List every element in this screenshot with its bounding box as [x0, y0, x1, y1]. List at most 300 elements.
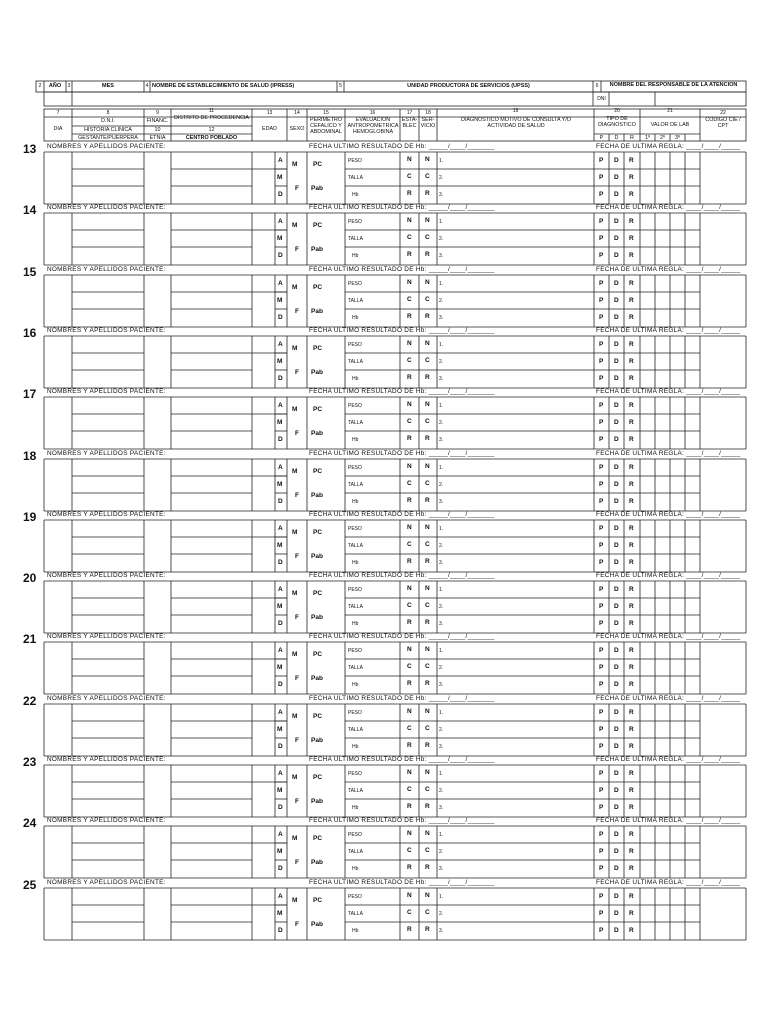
dx-line-3: 3.: [439, 743, 444, 750]
peso-label: PESO: [348, 403, 362, 410]
dx-line-2: 2.: [439, 420, 444, 427]
servicio-r-mark: R: [425, 190, 430, 197]
peso-label: PESO: [348, 893, 362, 900]
tipo-p-mark-2: P: [599, 419, 604, 427]
servicio-c-mark: C: [425, 234, 430, 242]
talla-label: TALLA: [348, 481, 363, 488]
talla-label: TALLA: [348, 604, 363, 611]
tipo-r-mark-2: R: [629, 296, 634, 304]
tipo-d-mark-2: D: [614, 235, 619, 243]
edad-a-mark: A: [278, 157, 283, 164]
estab-n-mark: N: [407, 462, 412, 470]
servicio-n-mark: N: [425, 339, 430, 347]
patient-record: [0, 572, 768, 634]
record-number: 20: [23, 571, 37, 586]
tipo-d-mark-3: D: [614, 620, 619, 628]
perimetro-pab-mark: Pab: [311, 859, 323, 867]
codigo-header: CODIGO CIE / CPT: [705, 117, 741, 129]
estab-r-mark: R: [407, 312, 412, 320]
sexo-f-mark: F: [295, 736, 299, 744]
edad-a-mark: A: [278, 647, 283, 655]
field-number-5: 5: [339, 83, 342, 89]
edad-m-mark: M: [277, 848, 283, 856]
last-period-date-label: FECHA DE ULTIMA REGLA: ____/____/_____: [596, 449, 741, 457]
patient-name-label: NOMBRES Y APELLIDOS PACIENTE:: [47, 817, 166, 825]
edad-a-mark: A: [278, 279, 283, 287]
peso-label: PESO: [348, 341, 362, 348]
sexo-f-mark: F: [295, 614, 299, 622]
estab-n-mark: N: [407, 891, 412, 899]
dx-line-1: 1.: [439, 648, 444, 655]
perimetro-pab-mark: Pab: [311, 675, 323, 683]
tipo-p-mark: P: [599, 218, 604, 226]
perimetro-pab-mark: Pab: [311, 920, 323, 928]
record-grid-lines: [0, 143, 768, 205]
servicio-c-mark: C: [425, 418, 430, 426]
tipo-d-mark-2: D: [614, 603, 619, 611]
talla-label: TALLA: [348, 849, 363, 856]
edad-a-mark: A: [278, 340, 283, 348]
estab-c-mark: C: [407, 234, 412, 242]
last-hb-date-label: FECHA ULTIMO RESULTADO DE Hb: _____/____/_______: [309, 572, 495, 580]
servicio-n-mark: N: [425, 769, 430, 776]
tipo-p-mark-3: P: [599, 926, 604, 934]
col-number-15: 15: [323, 110, 329, 116]
tipo-p-mark-2: P: [599, 541, 604, 549]
servicio-r-mark: R: [425, 373, 430, 381]
tipo-p-mark-2: P: [599, 357, 604, 365]
tipo-r-mark: R: [629, 647, 634, 655]
record-number: 24: [23, 816, 37, 831]
sexo-f-mark: F: [295, 491, 299, 499]
talla-label: TALLA: [348, 910, 363, 917]
col-number-16: 16: [369, 110, 376, 116]
edad-d-mark: D: [278, 681, 283, 689]
dx-line-2: 2.: [439, 726, 444, 733]
dx-line-1: 1.: [439, 893, 444, 900]
tipo-p-mark-3: P: [599, 620, 604, 628]
peso-label: PESO: [348, 648, 362, 655]
estab-r-mark: R: [407, 803, 412, 810]
talla-label: TALLA: [348, 665, 363, 672]
servicio-c-mark: C: [425, 786, 430, 793]
tipo-d-mark-3: D: [614, 374, 619, 382]
servicio-n-mark: N: [425, 523, 430, 531]
tipo-r-mark-3: R: [629, 742, 634, 750]
estab-n-mark: N: [407, 707, 412, 715]
dx-line-3: 3.: [439, 314, 444, 321]
tipo-p-mark-2: P: [599, 725, 604, 733]
tipo-d-mark: D: [614, 892, 619, 900]
patient-name-label: NOMBRES Y APELLIDOS PACIENTE:: [47, 265, 166, 273]
estab-n-mark: N: [407, 278, 412, 286]
sexo-f-mark: F: [295, 920, 299, 928]
edad-m-mark: M: [277, 603, 283, 611]
perimetro-pc-mark: PC: [313, 835, 323, 843]
col-number-21: 21: [667, 108, 673, 114]
servicio-r-mark: R: [425, 803, 430, 810]
servicio-n-mark: N: [425, 646, 430, 654]
dx-line-2: 2.: [439, 910, 444, 917]
estab-r-mark: R: [407, 373, 412, 381]
dx-line-2: 2.: [439, 788, 444, 794]
tipo-p-mark-2: P: [599, 664, 604, 672]
estab-c-mark: C: [407, 356, 412, 364]
tipo-r-mark: R: [629, 892, 634, 900]
estab-r-mark: R: [407, 925, 412, 933]
record-number: 19: [23, 509, 37, 524]
perimetro-pab-mark: Pab: [311, 736, 323, 744]
lab-2-header: 2º: [660, 135, 665, 141]
patient-record: [0, 388, 768, 450]
patient-record: [0, 633, 768, 695]
servicio-c-mark: C: [425, 173, 430, 180]
record-grid-lines: [0, 695, 768, 757]
dx-line-1: 1.: [439, 709, 444, 716]
record-grid-lines: [0, 204, 768, 266]
estab-c-mark: C: [407, 786, 412, 793]
tipo-d-mark-2: D: [614, 174, 619, 181]
dx-line-3: 3.: [439, 805, 444, 811]
talla-label: TALLA: [348, 175, 363, 181]
dx-line-3: 3.: [439, 437, 444, 444]
dx-line-2: 2.: [439, 297, 444, 304]
patient-record: [0, 695, 768, 757]
last-hb-date-label: FECHA ULTIMO RESULTADO DE Hb: _____/____/_______: [309, 756, 495, 763]
distrito-header: DISTRITO DE PROCEDENCIA: [173, 115, 250, 121]
sexo-m-mark: M: [292, 835, 298, 843]
record-grid-lines: [0, 266, 768, 328]
talla-label: TALLA: [348, 236, 363, 243]
tipo-d-mark: D: [614, 770, 619, 777]
servicio-n-mark: N: [425, 585, 430, 593]
tipo-d-mark-3: D: [614, 558, 619, 566]
col-number-20: 20: [614, 108, 620, 114]
edad-m-mark: M: [277, 357, 283, 365]
tipo-r-mark: R: [629, 770, 634, 777]
patient-name-label: NOMBRES Y APELLIDOS PACIENTE:: [47, 510, 166, 518]
perimetro-pab-mark: Pab: [311, 430, 323, 438]
edad-a-mark: A: [278, 586, 283, 594]
estab-c-mark: C: [407, 173, 412, 180]
sexo-f-mark: F: [295, 430, 299, 438]
edad-m-mark: M: [277, 541, 283, 549]
estab-c-mark: C: [407, 418, 412, 426]
sexo-m-mark: M: [292, 590, 298, 598]
tipo-r-mark: R: [629, 402, 634, 410]
estab-c-mark: C: [407, 847, 412, 855]
tipo-r-mark: R: [629, 708, 634, 716]
last-hb-date-label: FECHA ULTIMO RESULTADO DE Hb: _____/____/_______: [309, 633, 495, 641]
tipo-p-mark-3: P: [599, 804, 604, 811]
record-number: 14: [23, 203, 37, 218]
dx-line-3: 3.: [439, 927, 444, 934]
tipo-d-mark: D: [614, 463, 619, 471]
tipo-r-mark-2: R: [629, 541, 634, 549]
edad-d-mark: D: [278, 374, 283, 382]
tipo-p-mark-2: P: [599, 480, 604, 488]
col-number-17: 17: [406, 110, 413, 116]
sexo-f-mark: F: [295, 307, 299, 315]
edad-d-mark: D: [278, 742, 283, 750]
tipo-p-mark: P: [599, 770, 604, 777]
tipo-r-mark-2: R: [629, 909, 634, 917]
tipo-d-mark-2: D: [614, 787, 619, 794]
estab-r-mark: R: [407, 251, 412, 259]
hb-label: Hb: [352, 743, 359, 750]
dx-line-1: 1.: [439, 587, 444, 594]
last-hb-date-label: FECHA ULTIMO RESULTADO DE Hb: _____/____/_______: [309, 143, 495, 150]
tipo-r-mark-3: R: [629, 252, 634, 260]
col-number-18: 18: [425, 110, 431, 116]
servicio-r-mark: R: [425, 741, 430, 749]
diagnostico-header: DIAGNOSTICO MOTIVO DE CONSULTA Y/O ACTIVIDAD DE SALUD: [461, 117, 571, 129]
tipo-r-mark-2: R: [629, 664, 634, 672]
tipo-r-mark-3: R: [629, 804, 634, 811]
tipo-d-mark-2: D: [614, 725, 619, 733]
record-number: 21: [23, 632, 37, 647]
tipo-d-mark: D: [614, 647, 619, 655]
tipo-d-mark: D: [614, 402, 619, 410]
dx-line-2: 2.: [439, 175, 444, 181]
tipo-d-mark-3: D: [614, 497, 619, 505]
servicio-c-mark: C: [425, 908, 430, 916]
edad-a-mark: A: [278, 770, 283, 777]
edad-m-mark: M: [277, 174, 283, 181]
estab-n-mark: N: [407, 217, 412, 225]
tipo-d-mark: D: [614, 340, 619, 348]
talla-label: TALLA: [348, 297, 363, 304]
edad-a-mark: A: [278, 892, 283, 900]
servicio-c-mark: C: [425, 724, 430, 732]
servicio-n-mark: N: [425, 462, 430, 470]
estab-r-mark: R: [407, 435, 412, 443]
tipo-p-mark-3: P: [599, 313, 604, 321]
tipo-d-mark: D: [614, 586, 619, 594]
patient-record: [0, 450, 768, 512]
estab-n-mark: N: [407, 769, 412, 776]
estab-n-mark: N: [407, 523, 412, 531]
servicio-r-mark: R: [425, 557, 430, 565]
tipo-d-mark: D: [614, 524, 619, 532]
sexo-f-mark: F: [295, 859, 299, 867]
estab-r-mark: R: [407, 864, 412, 872]
servicio-n-mark: N: [425, 891, 430, 899]
patient-name-label: NOMBRES Y APELLIDOS PACIENTE:: [47, 878, 166, 886]
servicio-n-mark: N: [425, 217, 430, 225]
peso-label: PESO: [348, 587, 362, 594]
sexo-f-mark: F: [295, 552, 299, 560]
last-period-date-label: FECHA DE ULTIMA REGLA: ____/____/_____: [596, 326, 741, 334]
tipo-r-mark-2: R: [629, 174, 634, 181]
last-hb-date-label: FECHA ULTIMO RESULTADO DE Hb: _____/____/_______: [309, 388, 495, 396]
patient-name-label: NOMBRES Y APELLIDOS PACIENTE:: [47, 694, 166, 702]
tipo-r-mark: R: [629, 340, 634, 348]
hb-label: Hb: [352, 621, 359, 628]
perimetro-pab-mark: Pab: [311, 185, 323, 192]
tipo-r-mark-2: R: [629, 235, 634, 243]
anio-label: AÑO: [48, 83, 62, 89]
servicio-r-mark: R: [425, 619, 430, 627]
servicio-r-mark: R: [425, 925, 430, 933]
tipo-r-mark-3: R: [629, 926, 634, 934]
edad-a-mark: A: [278, 463, 283, 471]
last-period-date-label: FECHA DE ULTIMA REGLA: ____/____/_____: [596, 633, 741, 641]
edad-d-mark: D: [278, 313, 283, 321]
peso-label: PESO: [348, 280, 362, 287]
tipo-p-mark-3: P: [599, 252, 604, 260]
servicio-n-mark: N: [425, 156, 430, 163]
talla-label: TALLA: [348, 358, 363, 365]
record-grid-lines: [0, 633, 768, 695]
patient-record: [0, 817, 768, 879]
patient-name-label: NOMBRES Y APELLIDOS PACIENTE:: [47, 756, 166, 763]
sexo-m-mark: M: [292, 344, 298, 352]
tipo-p-mark: P: [599, 524, 604, 532]
perimetro-pc-mark: PC: [313, 774, 323, 781]
estab-c-mark: C: [407, 602, 412, 610]
tipo-d-mark: D: [614, 831, 619, 839]
edad-a-mark: A: [278, 402, 283, 410]
last-hb-date-label: FECHA ULTIMO RESULTADO DE Hb: _____/____/_______: [309, 204, 495, 212]
estab-r-mark: R: [407, 680, 412, 688]
patient-record: [0, 143, 768, 205]
edad-d-mark: D: [278, 804, 283, 811]
tipo-d-mark-3: D: [614, 926, 619, 934]
tipo-d-mark-2: D: [614, 848, 619, 856]
tipo-r-mark-3: R: [629, 497, 634, 505]
edad-d-mark: D: [278, 252, 283, 260]
perimetro-pab-mark: Pab: [311, 307, 323, 315]
dx-line-1: 1.: [439, 403, 444, 410]
edad-m-mark: M: [277, 235, 283, 243]
edad-d-mark: D: [278, 497, 283, 505]
edad-d-mark: D: [278, 558, 283, 566]
col-number-7: 7: [56, 110, 60, 116]
dx-line-2: 2.: [439, 481, 444, 488]
estab-c-mark: C: [407, 295, 412, 303]
peso-label: PESO: [348, 832, 362, 839]
dx-line-3: 3.: [439, 866, 444, 873]
estab-c-mark: C: [407, 663, 412, 671]
servicio-r-mark: R: [425, 435, 430, 443]
hb-label: Hb: [352, 253, 359, 260]
perimetro-pc-mark: PC: [313, 896, 323, 904]
col-number-19: 19: [512, 108, 519, 114]
tipo-p-mark-3: P: [599, 191, 604, 198]
sexo-header: SEXO: [289, 126, 305, 132]
tipo-p-mark-2: P: [599, 174, 604, 181]
perimetro-pc-mark: PC: [313, 712, 323, 720]
patient-name-label: NOMBRES Y APELLIDOS PACIENTE:: [47, 388, 166, 396]
tipo-d-mark: D: [614, 708, 619, 716]
last-period-date-label: FECHA DE ULTIMA REGLA: ____/____/_____: [596, 878, 741, 886]
hb-label: Hb: [352, 437, 359, 444]
dx-line-2: 2.: [439, 604, 444, 611]
patient-record: [0, 327, 768, 389]
dx-line-1: 1.: [439, 219, 444, 226]
col-number-9: 9: [156, 110, 159, 116]
evaluacion-header: EVALUACION ANTROPOMETRICA HEMOGLOBINA: [347, 117, 399, 135]
establecimiento-col-header: ESTA- BLEC: [401, 117, 418, 129]
servicio-c-mark: C: [425, 847, 430, 855]
estab-n-mark: N: [407, 646, 412, 654]
tipo-r-mark-2: R: [629, 603, 634, 611]
edad-a-mark: A: [278, 218, 283, 226]
edad-d-mark: D: [278, 926, 283, 934]
establecimiento-label: NOMBRE DE ESTABLECIMIENTO DE SALUD (IPRESS): [152, 83, 295, 89]
tipo-p-mark: P: [599, 647, 604, 655]
tipo-d-mark-3: D: [614, 865, 619, 873]
tipo-p-mark-3: P: [599, 865, 604, 873]
centro-poblado-header: CENTRO POBLADO: [185, 135, 238, 141]
tipo-p-mark-3: P: [599, 681, 604, 689]
tipo-p-mark-3: P: [599, 436, 604, 444]
record-number: 22: [23, 693, 37, 708]
tipo-p-mark-2: P: [599, 909, 604, 917]
dni-header: D.N.I.: [101, 118, 115, 124]
servicio-r-mark: R: [425, 251, 430, 259]
estab-c-mark: C: [407, 540, 412, 548]
patient-name-label: NOMBRES Y APELLIDOS PACIENTE:: [47, 143, 166, 150]
tipo-p-mark-2: P: [599, 603, 604, 611]
tipo-r-mark-3: R: [629, 374, 634, 382]
dia-header: DIA: [53, 126, 63, 132]
peso-label: PESO: [348, 771, 362, 777]
field-number-3: 3: [67, 83, 71, 89]
record-grid-lines: [0, 879, 768, 941]
gestante-header: GESTANTE/PUERPERA: [78, 135, 138, 141]
sexo-f-mark: F: [295, 185, 299, 192]
patient-record: [0, 204, 768, 266]
last-period-date-label: FECHA DE ULTIMA REGLA: ____/____/_____: [596, 510, 741, 518]
dx-line-2: 2.: [439, 236, 444, 243]
record-number: 16: [23, 325, 37, 340]
hb-label: Hb: [352, 314, 359, 321]
dx-line-3: 3.: [439, 621, 444, 628]
dx-line-1: 1.: [439, 832, 444, 839]
dx-line-3: 3.: [439, 253, 444, 260]
historia-header: HISTORIA CLINICA: [84, 127, 132, 133]
sexo-m-mark: M: [292, 467, 298, 475]
tipo-diagnostico-header: TIPO DE DIAGNOSTICO: [598, 116, 636, 128]
perimetro-pc-mark: PC: [313, 651, 323, 659]
record-grid-lines: [0, 327, 768, 389]
perimetro-pab-mark: Pab: [311, 798, 323, 805]
estab-n-mark: N: [407, 830, 412, 838]
servicio-c-mark: C: [425, 540, 430, 548]
tipo-d-mark-2: D: [614, 296, 619, 304]
last-hb-date-label: FECHA ULTIMO RESULTADO DE Hb: _____/____/_______: [309, 817, 495, 825]
tipo-r-mark-3: R: [629, 865, 634, 873]
last-period-date-label: FECHA DE ULTIMA REGLA: ____/____/_____: [596, 572, 741, 580]
edad-d-mark: D: [278, 620, 283, 628]
tipo-d-mark-3: D: [614, 681, 619, 689]
last-period-date-label: FECHA DE ULTIMA REGLA: ____/____/_____: [596, 388, 741, 396]
patient-name-label: NOMBRES Y APELLIDOS PACIENTE:: [47, 204, 166, 212]
estab-r-mark: R: [407, 496, 412, 504]
tipo-d-mark-2: D: [614, 541, 619, 549]
servicio-n-mark: N: [425, 707, 430, 715]
last-period-date-label: FECHA DE ULTIMA REGLA: ____/____/_____: [596, 817, 741, 825]
estab-r-mark: R: [407, 190, 412, 197]
mes-label: MES: [102, 83, 114, 89]
edad-a-mark: A: [278, 708, 283, 716]
estab-r-mark: R: [407, 557, 412, 565]
edad-d-mark: D: [278, 191, 283, 198]
tipo-p-mark-2: P: [599, 787, 604, 794]
perimetro-pab-mark: Pab: [311, 491, 323, 499]
